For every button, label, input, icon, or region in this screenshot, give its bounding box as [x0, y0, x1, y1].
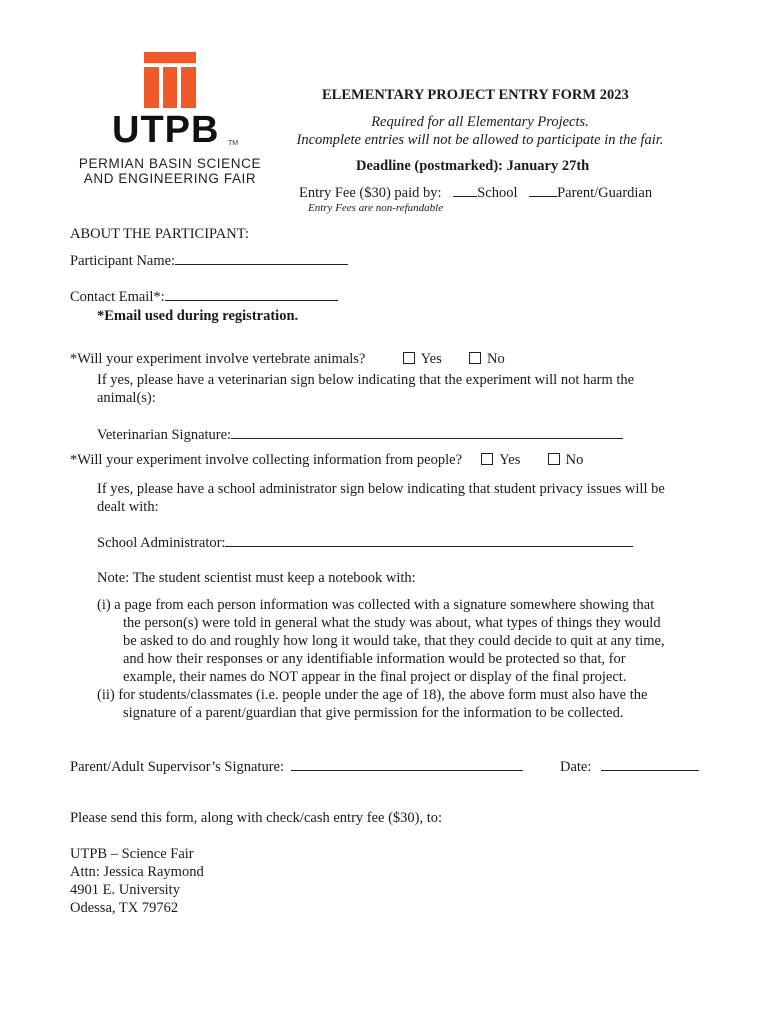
participant-name-row	[70, 251, 348, 270]
veterinarian-signature-row	[97, 425, 623, 444]
veterinarian-signature-field[interactable]	[231, 425, 623, 439]
email-note: *Email used during registration.	[97, 308, 299, 324]
date-field[interactable]	[601, 757, 699, 771]
participant-section-title: ABOUT THE PARTICIPANT:	[70, 226, 249, 242]
address-line: Attn: Jessica Raymond	[70, 864, 204, 880]
vertebrate-yes-label: Yes	[420, 351, 442, 367]
people-instruction-line1: If yes, please have a school administrator sign below indicating that student privacy issues will be	[97, 481, 665, 497]
fee-parent-option: Parent/Guardian	[557, 185, 653, 201]
notebook-item-1	[97, 596, 665, 686]
people-no-label: No	[565, 452, 584, 468]
school-admin-signature-label: School Administrator:	[97, 535, 226, 551]
form-title: ELEMENTARY PROJECT ENTRY FORM 2023	[322, 87, 629, 103]
notebook-item-2-line: signature of a parent/guardian that give permission for the information to be collected.	[123, 705, 624, 721]
vertebrate-yes-checkbox[interactable]	[403, 352, 415, 364]
mailing-address	[70, 845, 204, 917]
supervisor-signature-label: Parent/Adult Supervisor’s Signature:	[70, 759, 284, 775]
school-admin-signature-field[interactable]	[225, 533, 633, 547]
entry-fee-label: Entry Fee ($30) paid by:	[299, 185, 442, 201]
vertebrate-instruction	[97, 371, 634, 407]
entry-fee-row	[299, 183, 652, 202]
notebook-item-1-line: example, their names do NOT appear in the final project or display of the final project.	[123, 669, 627, 685]
fee-parent-blank[interactable]	[529, 183, 557, 197]
vertebrate-instruction-line1: If yes, please have a veterinarian sign below indicating that the experiment will not harm the	[97, 372, 635, 388]
fair-name-line2: AND ENGINEERING FAIR	[83, 171, 257, 186]
people-question: *Will your experiment involve collecting information from people?	[70, 452, 463, 468]
vertebrate-question-row	[70, 350, 505, 368]
fee-nonrefundable-note: Entry Fees are non-refundable	[308, 202, 444, 214]
fee-school-option: School	[477, 185, 518, 201]
contact-email-label: Contact Email*:	[70, 289, 165, 305]
date-row	[560, 757, 699, 776]
address-line: Odessa, TX 79762	[70, 900, 179, 916]
people-instruction	[97, 480, 665, 516]
utpb-wordmark: UTPB	[112, 109, 220, 151]
fair-name	[70, 156, 270, 186]
notebook-item-1-line: (i) a page from each person information was collected with a signature somewhere showing that	[97, 597, 655, 613]
notebook-item-2	[97, 686, 647, 722]
participant-name-label: Participant Name:	[70, 253, 176, 269]
school-admin-signature-row	[97, 533, 633, 552]
address-line: 4901 E. University	[70, 882, 180, 898]
fair-name-line1: PERMIAN BASIN SCIENCE	[78, 156, 262, 171]
vertebrate-no-checkbox[interactable]	[469, 352, 481, 364]
participant-name-field[interactable]	[175, 251, 348, 265]
notebook-item-1-line: and how their responses or any identifiable information would be protected so that, for	[123, 651, 626, 667]
fee-school-blank[interactable]	[453, 183, 477, 197]
veterinarian-signature-label: Veterinarian Signature:	[97, 427, 232, 443]
trademark-mark: TM	[228, 140, 239, 147]
people-instruction-line2: dealt with:	[97, 499, 159, 515]
notebook-item-1-line: be asked to do and roughly how long it would take, that they could decide to quit at any time,	[123, 633, 665, 649]
people-question-row	[70, 451, 583, 469]
utpb-emblem-icon	[144, 52, 196, 108]
required-note: Required for all Elementary Projects.	[371, 114, 589, 130]
people-yes-label: Yes	[499, 452, 521, 468]
vertebrate-no-label: No	[486, 351, 505, 367]
mailing-instruction: Please send this form, along with check/cash entry fee ($30), to:	[70, 810, 443, 826]
incomplete-note: Incomplete entries will not be allowed to participate in the fair.	[296, 132, 664, 148]
contact-email-field[interactable]	[165, 287, 338, 301]
supervisor-signature-field[interactable]	[291, 757, 523, 771]
address-line: UTPB – Science Fair	[70, 846, 194, 862]
vertebrate-instruction-line2: animal(s):	[97, 390, 156, 406]
supervisor-signature-row	[70, 757, 523, 776]
people-no-checkbox[interactable]	[548, 453, 560, 465]
notebook-note: Note: The student scientist must keep a notebook with:	[97, 570, 416, 586]
vertebrate-question: *Will your experiment involve vertebrate animals?	[70, 351, 366, 367]
contact-email-row	[70, 287, 338, 306]
date-label: Date:	[560, 759, 592, 775]
people-yes-checkbox[interactable]	[481, 453, 493, 465]
notebook-item-2-line: (ii) for students/classmates (i.e. people under the age of 18), the above form must also have the	[97, 687, 648, 703]
notebook-item-1-line: the person(s) were told in general what the study was about, what types of things they would	[123, 615, 661, 631]
deadline: Deadline (postmarked): January 27th	[356, 158, 590, 174]
